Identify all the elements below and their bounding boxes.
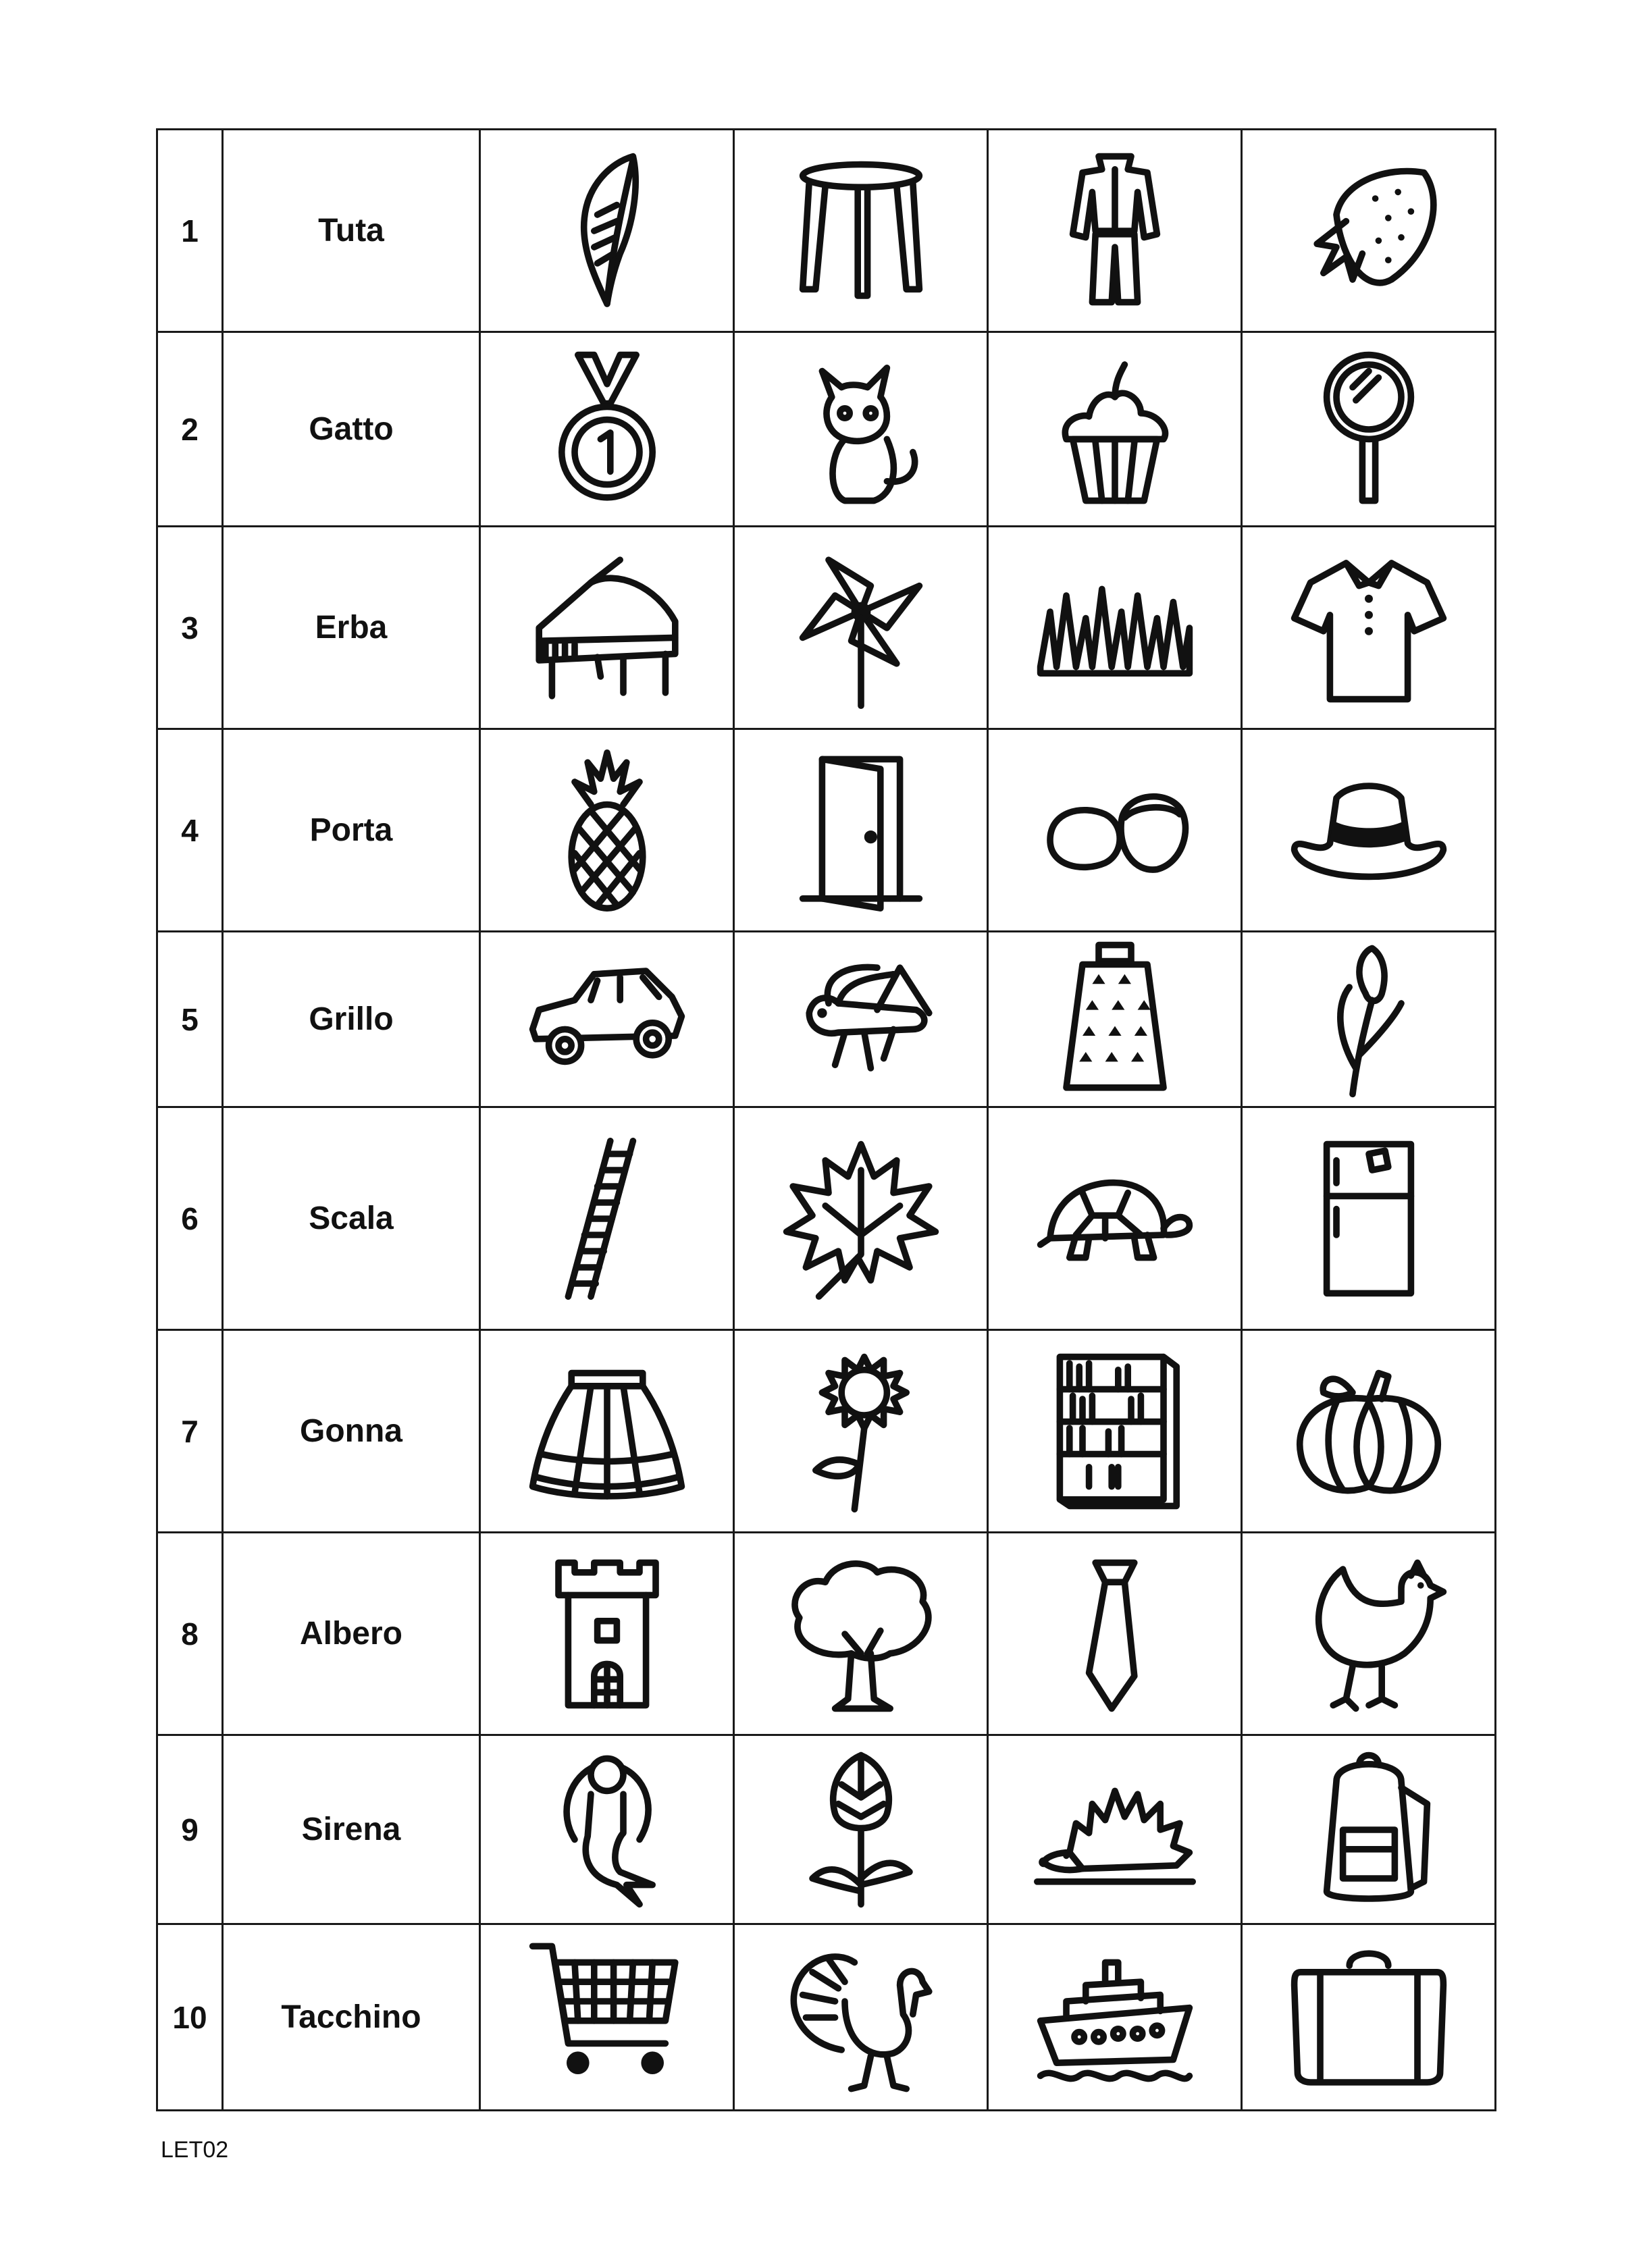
picture-option[interactable]: [1242, 729, 1496, 932]
picture-option[interactable]: [480, 527, 734, 729]
grater-icon: [1034, 939, 1196, 1101]
picture-option[interactable]: [988, 1330, 1242, 1533]
row-number: 6: [157, 1107, 223, 1330]
ladder-icon: [526, 1138, 688, 1300]
table-row: [157, 1533, 1496, 1735]
picture-option[interactable]: [1242, 1735, 1496, 1924]
picture-option[interactable]: [1242, 932, 1496, 1107]
leaf-icon: [780, 1138, 942, 1300]
suitcase-icon: [1288, 1936, 1450, 2099]
tower-icon: [526, 1553, 688, 1715]
bookcase-icon: [1034, 1350, 1196, 1512]
picture-option[interactable]: [988, 1924, 1242, 2111]
target-word: Gatto: [223, 332, 480, 527]
picture-option[interactable]: [734, 1330, 988, 1533]
table-row: [157, 332, 1496, 527]
row-number: 4: [157, 729, 223, 932]
picture-option[interactable]: [1242, 130, 1496, 332]
picture-option[interactable]: [734, 527, 988, 729]
fridge-icon: [1288, 1138, 1450, 1300]
picture-option[interactable]: [480, 1735, 734, 1924]
picture-option[interactable]: [734, 130, 988, 332]
row-number: 9: [157, 1735, 223, 1924]
picture-option[interactable]: [988, 729, 1242, 932]
tracksuit-icon: [1034, 150, 1196, 312]
cat-icon: [780, 348, 942, 510]
backpack-icon: [1288, 1749, 1450, 1911]
target-word: Grillo: [223, 932, 480, 1107]
table-row: [157, 527, 1496, 729]
picture-option[interactable]: [480, 332, 734, 527]
picture-option[interactable]: [480, 1330, 734, 1533]
piano-icon: [526, 547, 688, 709]
target-word: Tuta: [223, 130, 480, 332]
picture-option[interactable]: [734, 332, 988, 527]
picture-option[interactable]: [480, 1924, 734, 2111]
picture-option[interactable]: [988, 1735, 1242, 1924]
tree-icon: [780, 1553, 942, 1715]
picture-option[interactable]: [988, 1533, 1242, 1735]
picture-option[interactable]: [734, 729, 988, 932]
row-number: 8: [157, 1533, 223, 1735]
turkey-icon: [780, 1936, 942, 2099]
strawberry-icon: [1288, 150, 1450, 312]
picture-option[interactable]: [988, 527, 1242, 729]
row-number: 5: [157, 932, 223, 1107]
table-row: [157, 1735, 1496, 1924]
door-icon: [780, 749, 942, 912]
table-row: [157, 1107, 1496, 1330]
tulip-icon: [1288, 939, 1450, 1101]
row-number: 7: [157, 1330, 223, 1533]
target-word: Tacchino: [223, 1924, 480, 2111]
hen-icon: [1288, 1553, 1450, 1715]
row-number: 1: [157, 130, 223, 332]
skirt-icon: [526, 1350, 688, 1512]
pineapple-icon: [526, 749, 688, 912]
magnifying-glass-icon: [1288, 348, 1450, 510]
feather-icon: [526, 150, 688, 312]
target-word: Erba: [223, 527, 480, 729]
picture-option[interactable]: [480, 1107, 734, 1330]
picture-option[interactable]: [480, 729, 734, 932]
artichoke-icon: [780, 1749, 942, 1911]
hedgehog-icon: [1034, 1749, 1196, 1911]
tortoise-icon: [1034, 1138, 1196, 1300]
grass-icon: [1034, 547, 1196, 709]
picture-word-table: [156, 128, 1496, 2111]
cricket-icon: [780, 939, 942, 1101]
picture-option[interactable]: [1242, 527, 1496, 729]
picture-option[interactable]: [1242, 332, 1496, 527]
picture-option[interactable]: [988, 932, 1242, 1107]
picture-option[interactable]: [1242, 1924, 1496, 2111]
row-number: 2: [157, 332, 223, 527]
shopping-cart-icon: [526, 1936, 688, 2099]
table-row: [157, 1924, 1496, 2111]
document-code: LET02: [161, 2137, 229, 2163]
row-number: 3: [157, 527, 223, 729]
picture-option[interactable]: [480, 932, 734, 1107]
target-word: Porta: [223, 729, 480, 932]
picture-option[interactable]: [988, 130, 1242, 332]
target-word: Scala: [223, 1107, 480, 1330]
picture-option[interactable]: [1242, 1533, 1496, 1735]
pumpkin-icon: [1288, 1350, 1450, 1512]
pinwheel-icon: [780, 547, 942, 709]
picture-option[interactable]: [734, 1107, 988, 1330]
picture-option[interactable]: [1242, 1330, 1496, 1533]
picture-option[interactable]: [734, 1533, 988, 1735]
picture-option[interactable]: [734, 1924, 988, 2111]
table-row: [157, 130, 1496, 332]
row-number: 10: [157, 1924, 223, 2111]
mermaid-icon: [526, 1749, 688, 1911]
sunflower-icon: [780, 1350, 942, 1512]
picture-option[interactable]: [480, 1533, 734, 1735]
picture-option[interactable]: [1242, 1107, 1496, 1330]
picture-option[interactable]: [734, 932, 988, 1107]
picture-option[interactable]: [734, 1735, 988, 1924]
hazelnuts-icon: [1034, 749, 1196, 912]
target-word: Sirena: [223, 1735, 480, 1924]
shirt-icon: [1288, 547, 1450, 709]
medal-icon: [526, 348, 688, 510]
target-word: Albero: [223, 1533, 480, 1735]
target-word: Gonna: [223, 1330, 480, 1533]
table-row: [157, 729, 1496, 932]
tie-icon: [1034, 1553, 1196, 1715]
stool-icon: [780, 150, 942, 312]
picture-option[interactable]: [988, 332, 1242, 527]
picture-option[interactable]: [988, 1107, 1242, 1330]
picture-option[interactable]: [480, 130, 734, 332]
hat-icon: [1288, 749, 1450, 912]
cupcake-icon: [1034, 348, 1196, 510]
table-row: [157, 932, 1496, 1107]
car-icon: [526, 939, 688, 1101]
table-row: [157, 1330, 1496, 1533]
ship-icon: [1034, 1936, 1196, 2099]
